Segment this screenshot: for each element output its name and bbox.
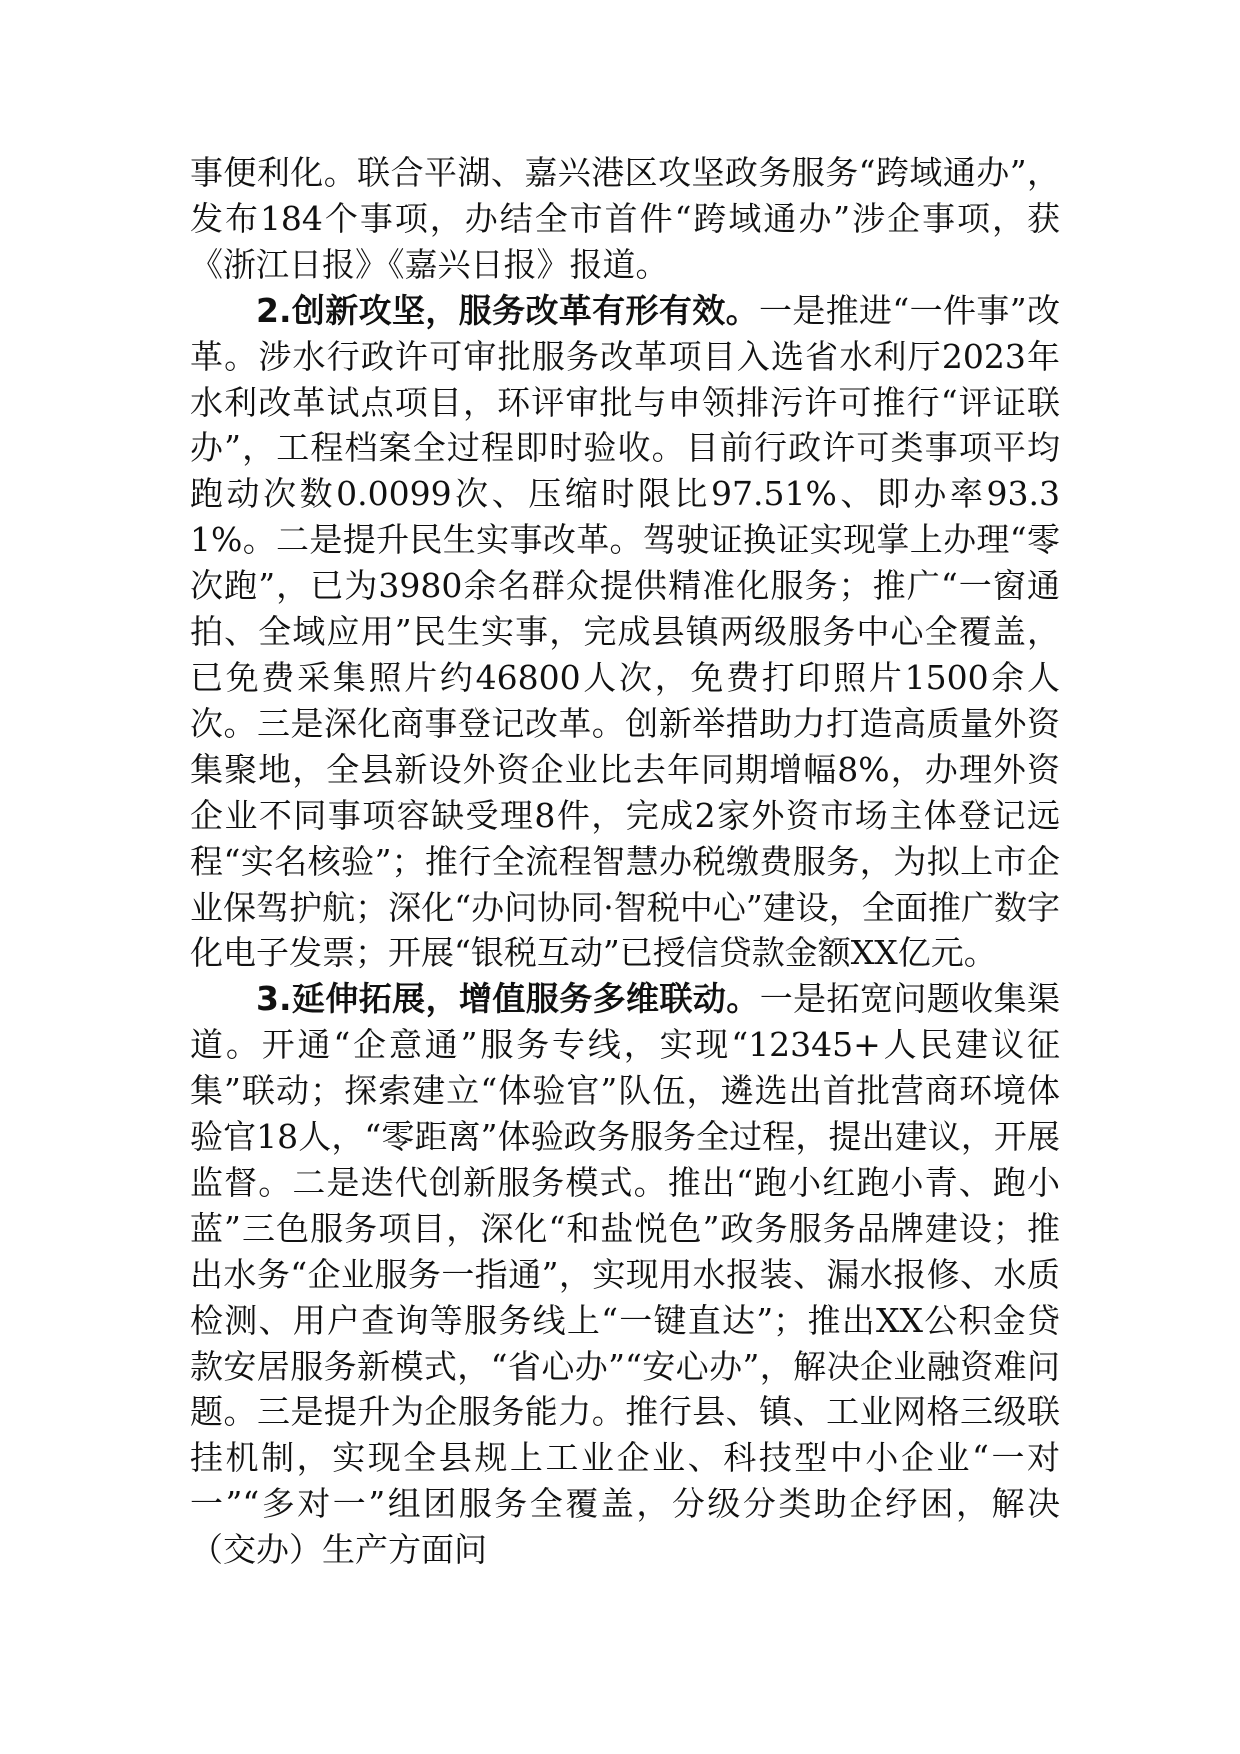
paragraph-text: 事便利化。联合平湖、嘉兴港区攻坚政务服务“跨域通办”，发布184个事项，办结全市首件“跨域通办”涉企事项，获《浙江日报》《嘉兴日报》报道。 bbox=[190, 153, 1060, 284]
paragraph-continuation bbox=[190, 150, 1060, 288]
document-body bbox=[190, 150, 1060, 1573]
section-heading: 2.创新攻坚，服务改革有形有效。 bbox=[256, 290, 759, 330]
paragraph-value-added-services bbox=[190, 976, 1060, 1573]
section-heading: 3.延伸拓展，增值服务多维联动。 bbox=[256, 979, 760, 1019]
paragraph-text: 一是推进“一件事”改革。涉水行政许可审批服务改革项目入选省水利厅2023年水利改革试点项目，环评审批与申领排污许可推行“评证联办”，工程档案全过程即时验收。目前行政许可类事项平均跑动次数0.0099次、压缩时限比97.51%、即办率93.31%。二是提升民生实事改革。驾驶证换证实现掌上办理“零次跑”，已为3980余名群众提供精准化服务；推广“一窗通拍、全域应用”民生实事，完成县镇两级服务中心全覆盖，已免费采集照片约46800人次，免费打印照片1500余人次。三是深化商事登记改革。创新举措助力打造高质量外资集聚地，全县新设外资企业比去年同期增幅8%，办理外资企业不同事项容缺受理8件，完成2家外资市场主体登记远程“实名核验”；推行全流程智慧办税缴费服务，为拟上市企业保驾护航；深化“办问协同·智税中心”建设，全面推广数字化电子发票；开展“银税互动”已授信贷款金额XX亿元。 bbox=[190, 290, 1060, 973]
paragraph-text: 一是拓宽问题收集渠道。开通“企意通”服务专线，实现“12345+人民建议征集”联动；探索建立“体验官”队伍，遴选出首批营商环境体验官18人，“零距离”体验政务服务全过程，提出建议，开展监督。二是迭代创新服务模式。推出“跑小红跑小青、跑小蓝”三色服务项目，深化“和盐悦色”政务服务品牌建设；推出水务“企业服务一指通”，实现用水报装、漏水报修、水质检测、用户查询等服务线上“一键直达”；推出XX公积金贷款安居服务新模式，“省心办”“安心办”，解决企业融资难问题。三是提升为企服务能力。推行县、镇、工业网格三级联挂机制，实现全县规上工业企业、科技型中小企业“一对一”“多对一”组团服务全覆盖，分级分类助企纾困，解决（交办）生产方面问 bbox=[190, 979, 1061, 1570]
paragraph-service-reform bbox=[190, 288, 1060, 977]
